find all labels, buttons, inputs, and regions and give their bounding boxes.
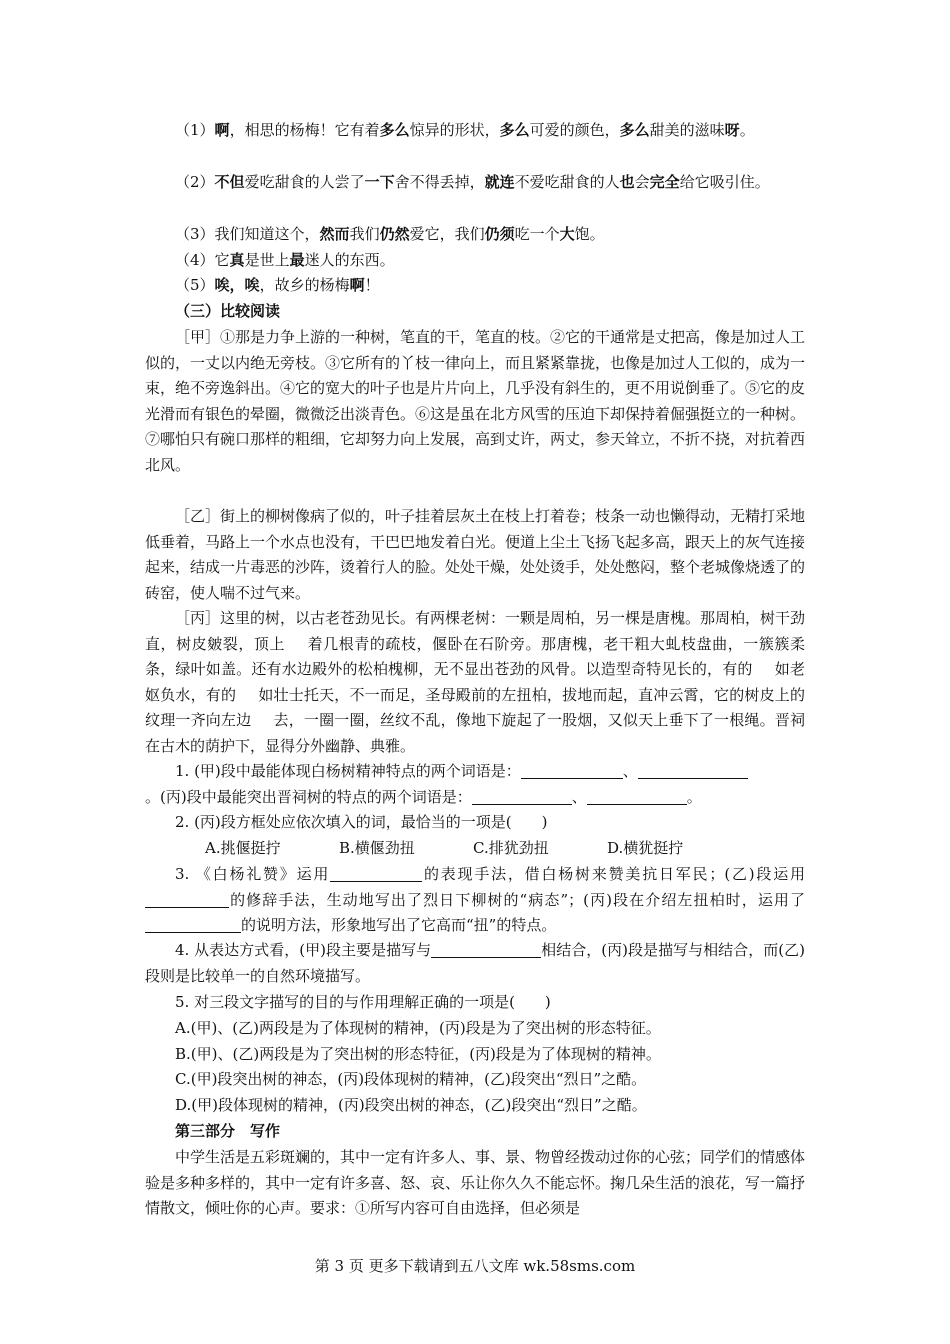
text: 的表现手法，借白杨树来赞美抗日军民；(乙)段运用 — [422, 865, 805, 883]
question-4 — [145, 938, 805, 989]
bold-word: 不但 — [214, 173, 245, 191]
text: 甜美的滋味 — [649, 121, 725, 139]
example-sentence-2 — [145, 170, 805, 196]
text: 。 — [739, 121, 755, 139]
text: 相结合，(丙)段是描写与相结合，而(乙)段则是比较单一的自然环境描写。 — [145, 941, 805, 985]
text: 我们 — [349, 225, 380, 243]
bold-word: 仍须 — [484, 225, 515, 243]
question-5-option-b: B.(甲)、(乙)两段是为了突出树的形态特征，(丙)段是为了体现树的精神。 — [175, 1045, 661, 1063]
text: ，故乡的杨梅 — [259, 276, 350, 294]
bold-word: 多么 — [499, 121, 530, 139]
option-c: C.排犹劲扭 — [473, 839, 549, 857]
text: 3. 《白杨礼赞》运用 — [175, 865, 331, 883]
text: 迷人的东西。 — [304, 251, 395, 269]
text: 会 — [634, 173, 650, 191]
text: （4）它 — [175, 251, 230, 269]
text: 。(丙)段中最能突出晋祠树的特点的两个词语是： — [145, 787, 472, 806]
section-heading: （三）比较阅读 — [175, 302, 281, 320]
text: ［丙］这里的树，以古老苍劲见长。有两棵老树：一颗是周柏，另一棵是唐槐。那周柏，树干劲直，树皮皴裂，顶上 — [145, 609, 806, 653]
question-2: 2. (丙)段方框处应依次填入的词，最恰当的一项是( ) — [175, 813, 548, 831]
bold-word: 也 — [619, 173, 635, 191]
text: ，相思的杨梅！它有着 — [229, 121, 380, 139]
answer-blank[interactable] — [638, 763, 748, 779]
answer-blank[interactable] — [431, 942, 541, 958]
question-5: 5. 对三段文字描写的目的与作用理解正确的一项是( ) — [175, 993, 551, 1011]
bold-word: 多么 — [379, 121, 410, 139]
question-5-option-d: D.(甲)段体现树的精神，(丙)段突出树的神态，(乙)段突出“烈日”之酷。 — [175, 1096, 647, 1114]
text: 吃一个 — [514, 225, 560, 243]
option-a: A.挑偃挺拧 — [205, 839, 281, 857]
part3-heading: 第三部分 写作 — [175, 1122, 281, 1140]
text: （2） — [175, 173, 215, 191]
bold-word: 就连 — [484, 173, 515, 191]
option-b: B.横偃劲扭 — [339, 839, 415, 857]
text: 如壮士托天，不一而足，圣母殿前的左扭柏，拔地而起，直冲云霄，它的树皮上的纹理一齐向左边 — [145, 685, 805, 730]
bold-word: 一下 — [364, 173, 395, 191]
text: （3）我们知道这个， — [175, 225, 320, 243]
bold-word: 啊 — [349, 276, 365, 294]
text: 饱。 — [574, 225, 605, 243]
bold-word: 真 — [229, 251, 245, 269]
text: 给它吸引住。 — [679, 173, 770, 191]
page-footer: 第 3 页 更多下载请到五八文库 wk.58sms.com — [314, 1257, 636, 1275]
example-sentence-5 — [145, 273, 805, 299]
answer-blank[interactable] — [472, 789, 572, 805]
answer-blank[interactable] — [330, 866, 422, 882]
text: 的修辞手法，生动地写出了烈日下柳树的“病态”；(丙)段在介绍左扭柏时，运用了 — [229, 890, 805, 909]
text: 1. (甲)段中最能体现白杨树精神特点的两个词语是： — [175, 762, 521, 780]
text: ！ — [364, 276, 380, 294]
question-5-option-a: A.(甲)、(乙)两段是为了体现树的精神，(丙)段是为了突出树的形态特征。 — [175, 1019, 661, 1037]
question-5-option-c: C.(甲)段突出树的神态，(丙)段体现树的精神，(乙)段突出“烈日”之酷。 — [175, 1070, 647, 1088]
text: 、 — [622, 762, 638, 780]
text: 惊异的形状， — [409, 121, 500, 139]
option-d: D.横犹挺拧 — [607, 839, 684, 857]
answer-blank[interactable] — [587, 789, 687, 805]
answer-blank[interactable] — [145, 917, 241, 933]
bold-word: 多么 — [619, 121, 650, 139]
passage-bing — [145, 606, 805, 760]
text: （5） — [175, 276, 215, 294]
bold-word: 大 — [559, 225, 575, 243]
text: 。 — [686, 787, 702, 806]
text: 4. 从表达方式看，(甲)段主要是描写与 — [175, 941, 432, 959]
bold-word: 仍然 — [379, 225, 410, 243]
text: 可爱的颜色， — [529, 121, 620, 139]
text: 爱吃甜食的人尝了 — [244, 173, 365, 191]
text: 去，一圈一圈，丝纹不乱，像地下旋起了一股烟，又似天上垂下了一根绳。晋祠在古木的荫护下，显得分外幽静、典雅。 — [145, 711, 805, 755]
question-3 — [145, 862, 805, 939]
question-2-options — [145, 836, 805, 862]
text: 舍不得丢掉， — [394, 173, 485, 191]
answer-blank[interactable] — [145, 892, 229, 908]
text: 爱它，我们 — [409, 225, 485, 243]
question-1 — [145, 759, 805, 810]
passage-jia: ［甲］①那是力争上游的一种树，笔直的干，笔直的枝。②它的干通常是丈把高，像是加过人工似的，一丈以内绝无旁枝。③它所有的丫枝一律向上，而且紧紧靠拢，也像是加过人工似的，成为一束，绝不旁逸斜出。④它的宽大的叶子也是片片向上，几乎没有斜生的，更不用说倒垂了。⑤它的皮光滑而有银色的晕圈，微微泛出淡青色。⑥这是虽在北方风雪的压迫下却保持着倔强挺立的一种树。⑦哪怕只有碗口那样的粗细，它却努力向上发展，高到丈许，两丈，参天耸立，不折不挠，对抗着西北风。 — [145, 328, 806, 474]
bold-word: 唉，唉 — [214, 276, 260, 294]
example-sentence-4 — [145, 248, 805, 274]
bold-word: 最 — [289, 251, 305, 269]
writing-prompt: 中学生活是五彩斑斓的，其中一定有许多人、事、景、物曾经拨动过你的心弦；同学们的情感体验是多种多样的，其中一定有许多喜、怒、哀、乐让你久久不能忘怀。掬几朵生活的浪花，写一篇抒情散文，倾吐你的心声。要求：①所写内容可自由选择，但必须是 — [145, 1148, 806, 1218]
example-sentence-3 — [145, 222, 805, 248]
example-sentence-1 — [145, 118, 805, 144]
passage-yi: ［乙］街上的柳树像病了似的，叶子挂着层灰土在枝上打着卷；枝条一动也懒得动，无精打采地低垂着，马路上一个水点也没有，干巴巴地发着白光。便道上尘土飞扬飞起多高，跟天上的灰气连接起来，结成一片毒恶的沙阵，烫着行人的脸。处处干燥，处处烫手，处处憋闷，整个老城像烧透了的砖窑，使人喘不过气来。 — [145, 507, 806, 602]
text: 的说明方法，形象地写出了它高而“扭”的特点。 — [241, 916, 557, 935]
text: 是世上 — [244, 251, 290, 269]
bold-word: 啊 — [214, 121, 230, 139]
answer-blank[interactable] — [521, 763, 623, 779]
text: 、 — [571, 787, 587, 806]
text: （1） — [175, 121, 215, 139]
text: 着几根青的疏枝，偃卧在石阶旁。那唐槐，老干粗大虬枝盘曲，一簇簇柔条，绿叶如盖。还有水边殿外的松柏槐柳，无不显出苍劲的风骨。以造型奇特见长的，有的 — [145, 634, 805, 679]
text: 如老妪负水，有的 — [145, 660, 805, 704]
bold-word: 然而 — [319, 225, 350, 243]
bold-word: 完全 — [649, 173, 680, 191]
text: 不爱吃甜食的人 — [514, 173, 620, 191]
bold-word: 呀 — [724, 121, 740, 139]
